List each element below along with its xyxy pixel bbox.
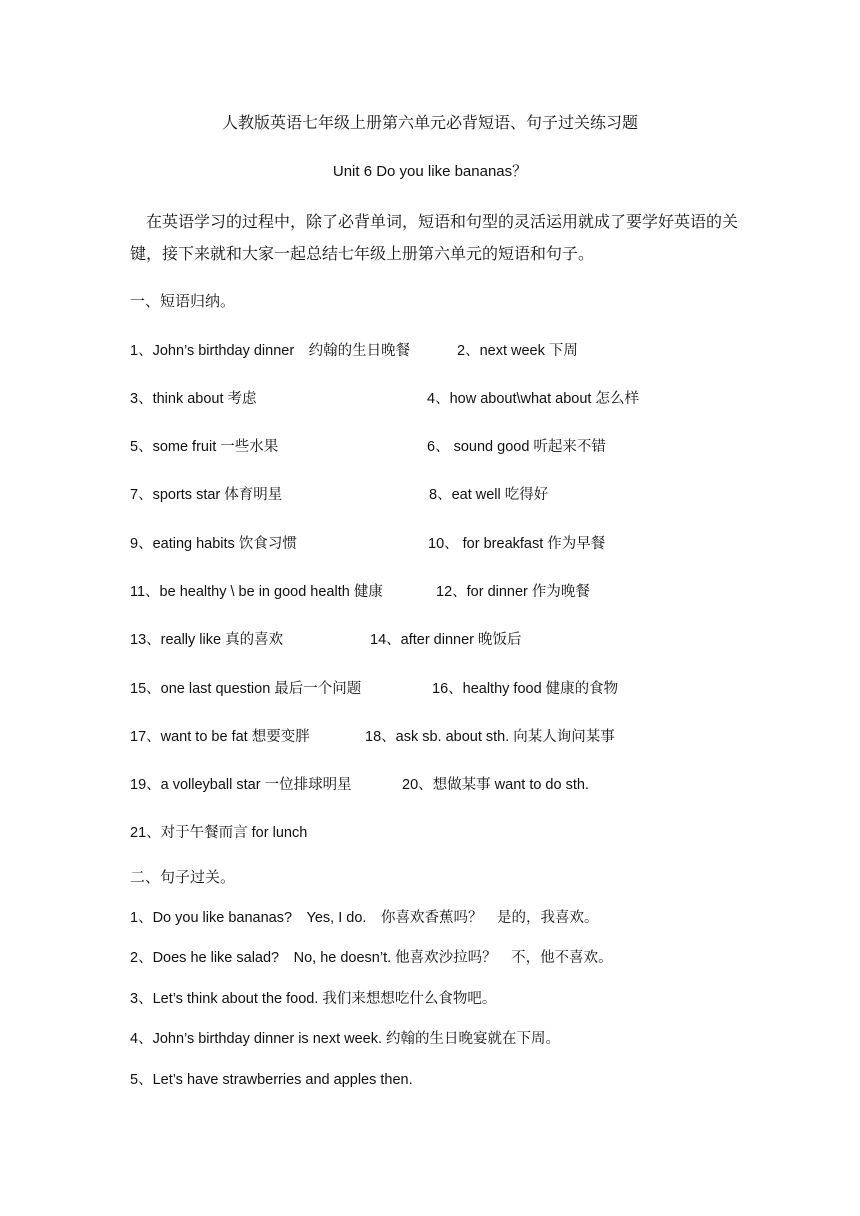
intro-paragraph: 在英语学习的过程中，除了必背单词，短语和句型的灵活运用就成了要学好英语的关键，接下来就和大家一起总结七年级上册第六单元的短语和句子。 <box>130 212 739 263</box>
sentence-item: 5、Let’s have strawberries and apples then. <box>130 1072 413 1088</box>
phrase-item: 14、after dinner 晚饭后 <box>370 632 522 648</box>
sentence-item: 1、Do you like bananas? Yes, I do. 你喜欢香蕉吗？ 是的，我喜欢。 <box>130 910 599 926</box>
phrase-item: 18、ask sb. about sth. 向某人询问某事 <box>365 729 615 745</box>
phrase-item: 7、sports star 体育明星 <box>130 487 283 503</box>
section-heading-phrases: 一、短语归纳。 <box>130 292 236 310</box>
phrase-item: 6、 sound good 听起来不错 <box>427 439 606 455</box>
phrase-item: 1、John’s birthday dinner 约翰的生日晚餐 <box>130 343 411 359</box>
sentence-item: 3、Let’s think about the food. 我们来想想吃什么食物吧。 <box>130 991 497 1007</box>
phrase-item: 5、some fruit 一些水果 <box>130 439 279 455</box>
phrase-item: 2、next week 下周 <box>457 343 578 359</box>
document-title: 人教版英语七年级上册第六单元必背短语、句子过关练习题 <box>221 113 638 132</box>
phrase-item: 21、对于午餐而言 for lunch <box>130 825 308 841</box>
phrase-item: 11、be healthy \ be in good health 健康 <box>130 584 383 600</box>
sentence-item: 2、Does he like salad? No, he doesn’t. 他喜欢沙拉吗？ 不，他不喜欢。 <box>130 950 613 966</box>
phrase-item: 19、a volleyball star 一位排球明星 <box>130 777 352 793</box>
phrase-item: 17、want to be fat 想要变胖 <box>130 729 310 745</box>
phrase-item: 16、healthy food 健康的食物 <box>432 681 619 697</box>
phrase-item: 12、for dinner 作为晚餐 <box>436 584 590 600</box>
phrase-item: 10、 for breakfast 作为早餐 <box>428 536 606 552</box>
sentence-item: 4、John’s birthday dinner is next week. 约翰的生日晚宴就在下周。 <box>130 1031 561 1047</box>
section-heading-sentences: 二、句子过关。 <box>130 868 236 886</box>
phrase-item: 9、eating habits 饮食习惯 <box>130 536 297 552</box>
phrase-item: 15、one last question 最后一个问题 <box>130 681 362 697</box>
phrase-item: 3、think about 考虑 <box>130 391 257 407</box>
phrase-item: 13、really like 真的喜欢 <box>130 632 284 648</box>
phrase-item: 20、想做某事 want to do sth. <box>402 777 589 793</box>
document-subtitle: Unit 6 Do you like bananas？ <box>332 163 528 180</box>
phrase-item: 4、how about\what about 怎么样 <box>427 391 639 407</box>
phrase-item: 8、eat well 吃得好 <box>429 487 549 503</box>
